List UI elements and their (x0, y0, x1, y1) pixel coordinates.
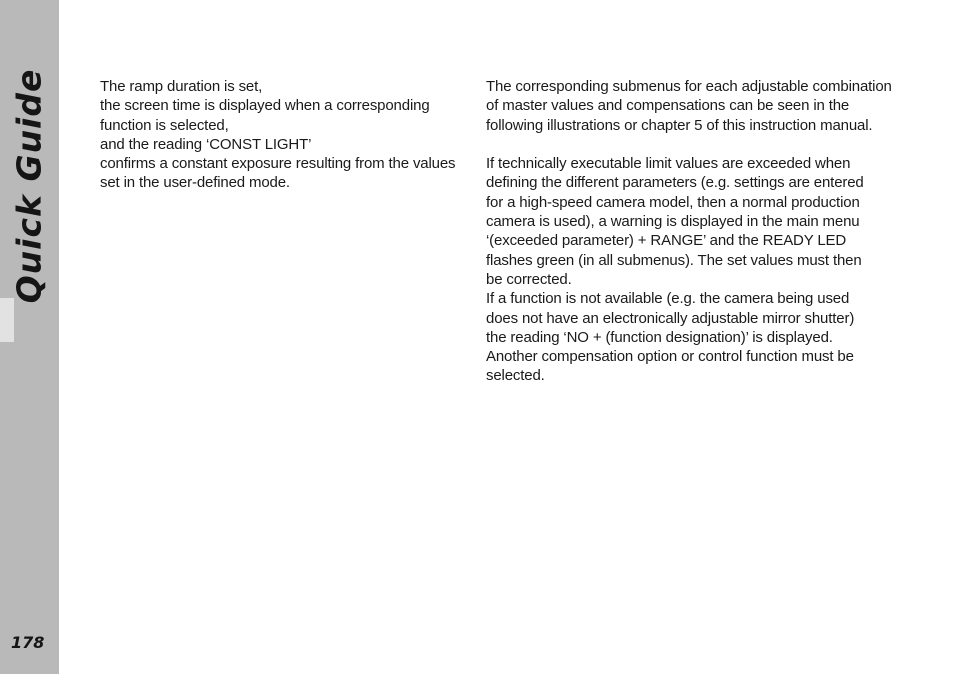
text-line: ‘(exceeded parameter) + RANGE’ and the READY LED (486, 232, 847, 250)
text-line: flashes green (in all submenus). The set values must then (486, 251, 862, 269)
text-line: confirms a constant exposure resulting from the values (100, 155, 456, 173)
side-tab-marker (0, 298, 14, 342)
text-line: set in the user-defined mode. (100, 174, 290, 192)
side-band (0, 0, 59, 674)
text-line: The corresponding submenus for each adjustable combination (486, 78, 892, 95)
text-line: be corrected. (486, 270, 572, 288)
text-line: function is selected, (100, 116, 229, 134)
text-line: following illustrations or chapter 5 of this instruction manual. (486, 116, 873, 134)
text-line: of master values and compensations can be seen in the (486, 97, 850, 115)
text-line: defining the different parameters (e.g. settings are entered (486, 174, 864, 192)
text-line: selected. (486, 367, 545, 385)
text-line: The ramp duration is set, (100, 78, 263, 95)
text-line: camera is used), a warning is displayed in the main menu (486, 213, 860, 231)
right-text-column (486, 77, 892, 386)
text-line: If a function is not available (e.g. the camera being used (486, 290, 850, 308)
text-line: the reading ‘NO + (function designation)’ is displayed. (486, 328, 833, 346)
left-text-column (100, 77, 472, 193)
text-line: Another compensation option or control function must be (486, 348, 854, 366)
paragraph-gap (486, 135, 886, 154)
text-line: does not have an electronically adjustable mirror shutter) (486, 309, 855, 327)
text-line: for a high-speed camera model, then a normal production (486, 193, 860, 211)
paragraph-submenus (486, 77, 892, 135)
paragraph-limits (486, 154, 886, 386)
text-line: the screen time is displayed when a corresponding (100, 97, 430, 115)
text-line: and the reading ‘CONST LIGHT’ (100, 135, 312, 153)
section-title: Quick Guide (9, 68, 49, 304)
page-number: 178 (11, 633, 45, 652)
text-line: If technically executable limit values are exceeded when (486, 155, 851, 173)
